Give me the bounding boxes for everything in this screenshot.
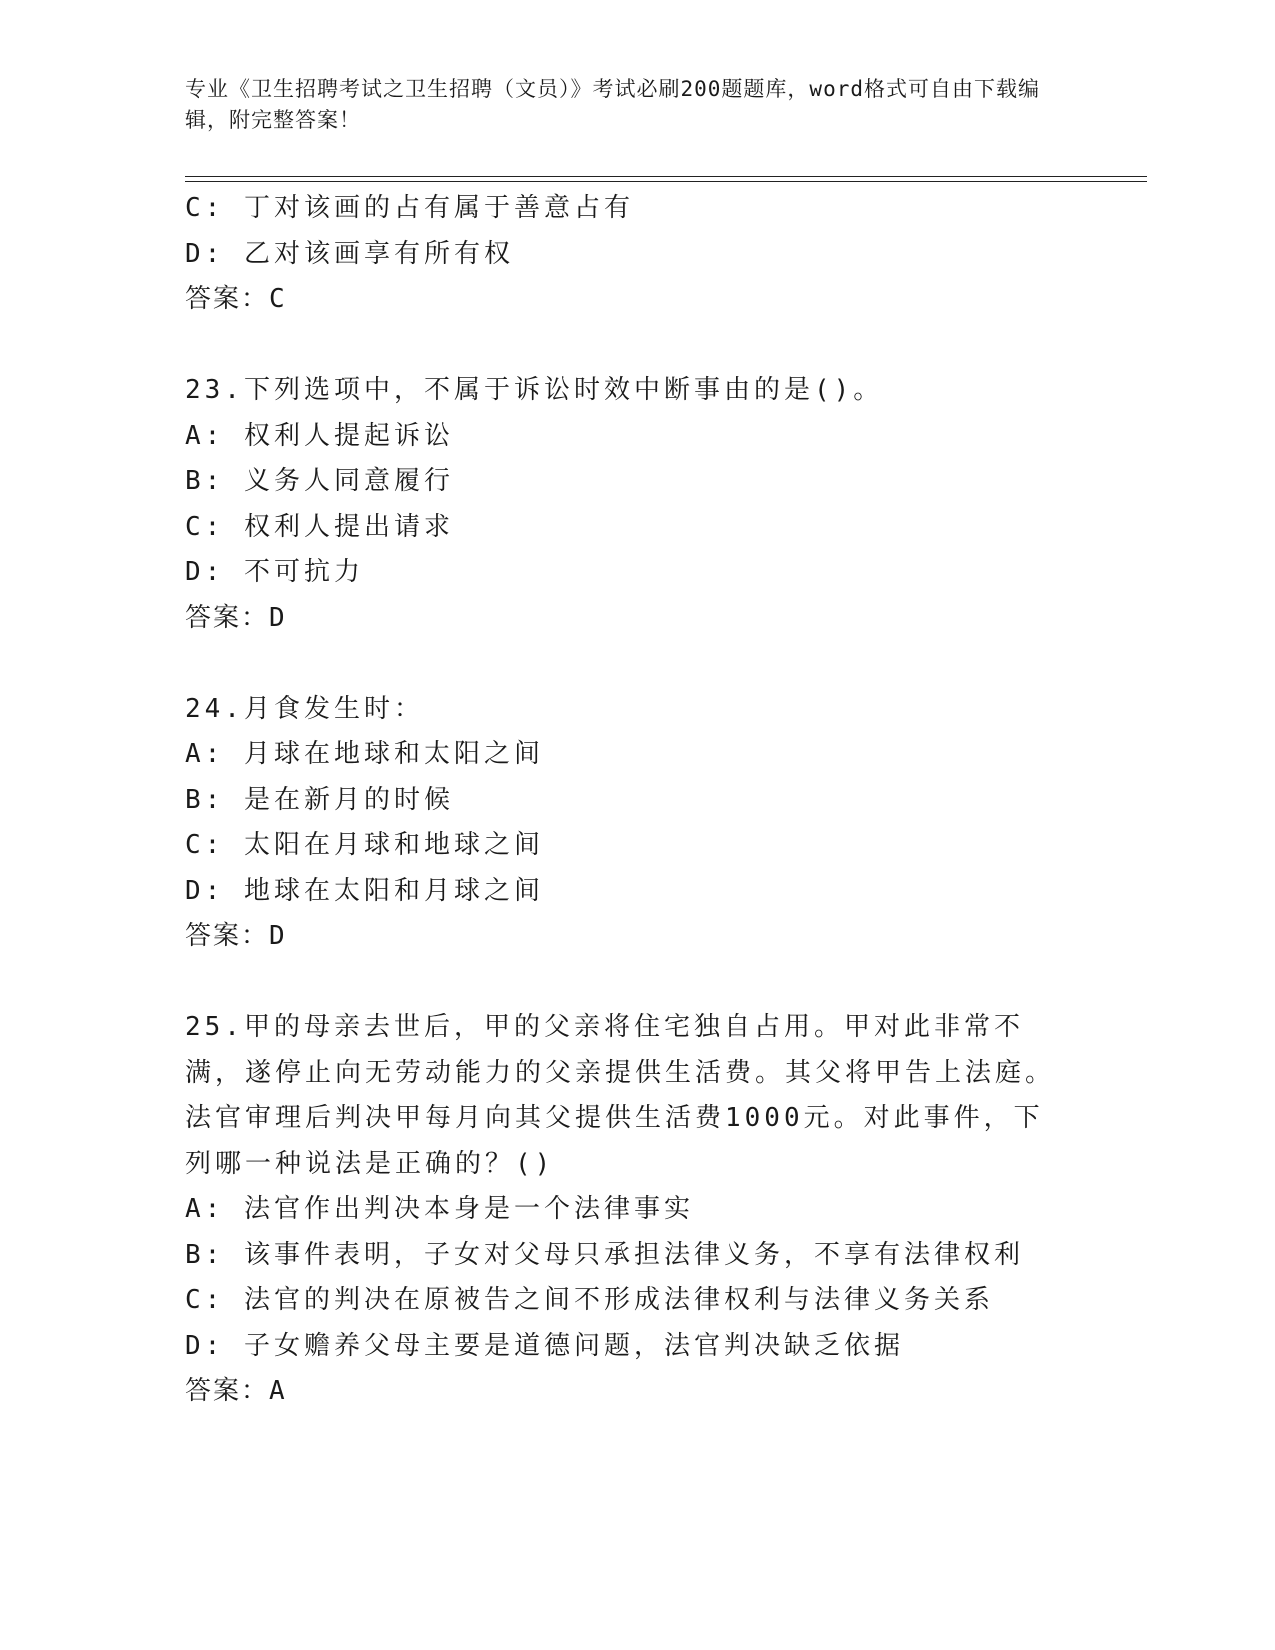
option-d: D: 子女赡养父母主要是道德问题，法官判决缺乏依据 <box>185 1330 904 1361</box>
option-a: A: 权利人提起诉讼 <box>185 420 454 451</box>
answer-line: 答案：D <box>185 921 287 951</box>
document-header <box>185 74 1065 136</box>
answer-line: 答案：C <box>185 284 287 314</box>
header-rule-bottom <box>185 181 1147 182</box>
question-23 <box>185 368 1085 641</box>
question-22-continued <box>185 186 1085 323</box>
question-stem: 23.下列选项中，不属于诉讼时效中断事由的是()。 <box>185 375 884 405</box>
answer-line: 答案：D <box>185 602 287 633</box>
option-a: A: 月球在地球和太阳之间 <box>185 739 544 769</box>
question-content <box>185 186 1085 1415</box>
header-rule-top <box>185 176 1147 177</box>
option-a: A: 法官作出判决本身是一个法律事实 <box>185 1194 694 1224</box>
header-title: 专业《卫生招聘考试之卫生招聘（文员）》考试必刷200题题库，word格式可自由下载编辑，附完整答案！ <box>185 77 1040 132</box>
option-c: C: 权利人提出请求 <box>185 511 454 542</box>
option-c: C: 法官的判决在原被告之间不形成法律权利与法律义务关系 <box>185 1285 994 1315</box>
option-d: D: 不可抗力 <box>185 557 364 587</box>
option-d: D: 地球在太阳和月球之间 <box>185 875 544 906</box>
option-d: D: 乙对该画享有所有权 <box>185 238 514 269</box>
option-b: B: 该事件表明，子女对父母只承担法律义务，不享有法律权利 <box>185 1239 1024 1270</box>
answer-line: 答案：A <box>185 1376 287 1406</box>
spacer <box>185 641 1085 687</box>
spacer <box>185 960 1085 1006</box>
question-stem: 24.月食发生时： <box>185 693 424 724</box>
option-b: B: 是在新月的时候 <box>185 784 454 815</box>
question-25 <box>185 1005 1085 1415</box>
option-c: C: 丁对该画的占有属于善意占有 <box>185 193 634 223</box>
question-stem: 25.甲的母亲去世后，甲的父亲将住宅独自占用。甲对此非常不满，遂停止向无劳动能力的父亲提供生活费。其父将甲告上法庭。法官审理后判决甲每月向其父提供生活费1000元。对此事件，下列哪一种说法是正确的？() <box>185 1012 1056 1179</box>
option-c: C: 太阳在月球和地球之间 <box>185 830 544 860</box>
question-24 <box>185 687 1085 960</box>
option-b: B: 义务人同意履行 <box>185 466 454 496</box>
spacer <box>185 323 1085 369</box>
